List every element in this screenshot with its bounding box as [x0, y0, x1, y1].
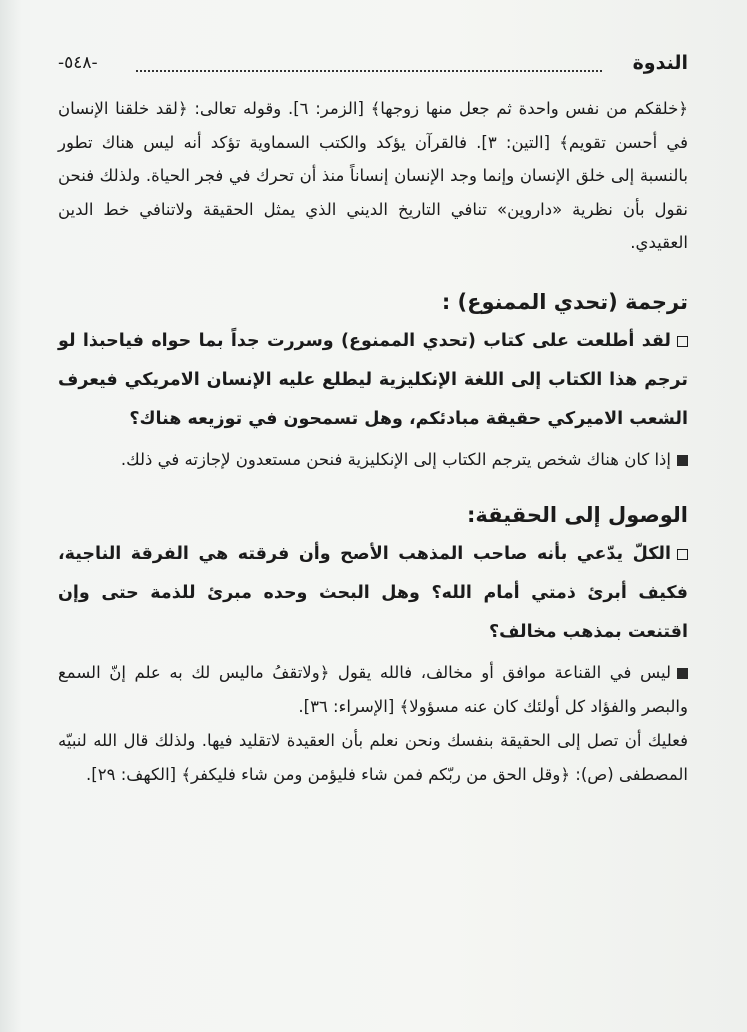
- intro-paragraph: ﴿خلقكم من نفس واحدة ثم جعل منها زوجها﴾ [الزمر: ٦]. وقوله تعالى: ﴿لقد خلقنا الإنسان في أحسن تقويم﴾ [التين: ٣]. فالقرآن يؤكد والكتب السماوية تؤكد أنه ليس هناك تطور بالنسبة إلى خلق الإنسان وإنما وجد الإنسان إنساناً منذ أن تحرك في فجر الحياة. ولذلك فنحن نقول بأن نظرية «داروين» تنافي التاريخ الديني الذي يمثل الحقيقة ولاتنافي خط الدين العقيدي.: [58, 99, 688, 252]
- question-square-icon: [677, 336, 688, 347]
- page-header: [58, 52, 688, 80]
- question-text: الكلّ يدّعي بأنه صاحب المذهب الأصح وأن فرقته هي الفرقة الناجية، فكيف أبرئ ذمتي أمام الله؟ وهل البحث وحده مبرئ للذمة حتى وإن اقتنعت بمذهب مخالف؟: [58, 543, 688, 642]
- answer-continuation-paragraph: فعليك أن تصل إلى الحقيقة بنفسك ونحن نعلم بأن العقيدة لاتقليد فيها. ولذلك قال الله لنبيّه المصطفى (ص): ﴿وقل الحق من ربّكم فمن شاء فليؤمن ومن شاء فليكفر﴾ [الكهف: ٢٩].: [58, 730, 688, 784]
- answer-text: ليس في القناعة موافق أو مخالف، فالله يقول ﴿ولاتقفُ ماليس لك به علم إنّ السمع والبصر والفؤاد كل أولئك كان عنه مسؤولا﴾ [الإسراء: ٣٦].: [58, 662, 688, 716]
- answer-paragraph: [58, 443, 688, 477]
- question-square-icon: [677, 549, 688, 560]
- question-paragraph: [58, 535, 688, 652]
- page-number: -٥٤٨-: [58, 53, 98, 73]
- question-text: لقد أطلعت على كتاب (تحدي الممنوع) وسررت جداً بما حواه فياحبذا لو ترجم هذا الكتاب إلى اللغة الإنكليزية ليطلع عليه الإنسان الامريكي فيعرف الشعب الاميركي حقيقة مبادئكم، وهل تسمحون في توزيعه هناك؟: [58, 330, 688, 429]
- answer-paragraph: [58, 656, 688, 724]
- header-dotted-rule: [136, 70, 602, 72]
- answer-text: إذا كان هناك شخص يترجم الكتاب إلى الإنكليزية فنحن مستعدون لإجازته في ذلك.: [120, 449, 671, 469]
- running-title: الندوة: [632, 52, 688, 74]
- section-heading-translation: ترجمة (تحدي الممنوع) :: [441, 289, 688, 314]
- answer-square-icon: [677, 455, 688, 466]
- section-heading-truth: الوصول إلى الحقيقة:: [466, 502, 688, 527]
- page-body: [58, 92, 688, 792]
- answer-square-icon: [677, 668, 688, 679]
- question-paragraph: [58, 322, 688, 439]
